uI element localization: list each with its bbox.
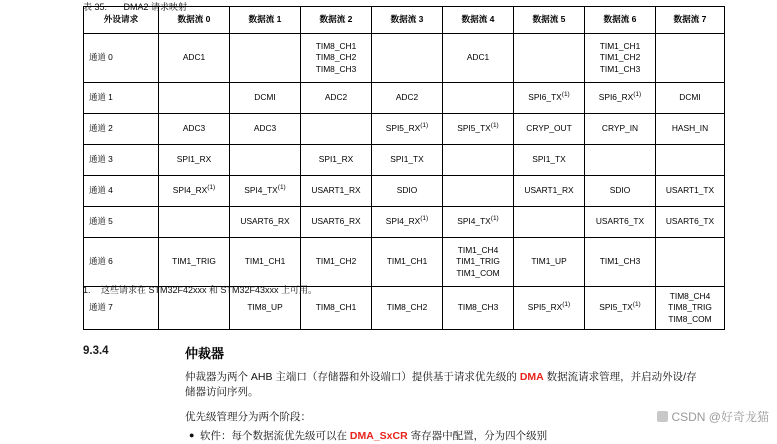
cell: TIM8_CH1	[301, 287, 372, 330]
table-footnote	[83, 283, 317, 296]
cell: SPI6_RX$^{(1)}$	[585, 83, 656, 114]
column-header-stream7: 数据流 7	[656, 7, 725, 34]
table-row	[84, 207, 725, 238]
cell: USART1_RX	[514, 176, 585, 207]
cell: TIM8_CH1 TIM8_CH2 TIM8_CH3	[301, 34, 372, 83]
footnote-text: 这些请求在 STM32F42xxx 和 STM32F43xxx 上可用。	[101, 285, 318, 295]
cell: SPI4_RX$^{(1)}$	[159, 176, 230, 207]
cell	[230, 34, 301, 83]
cell	[514, 207, 585, 238]
watermark-text: CSDN @好奇龙猫	[671, 410, 769, 424]
section-number: 9.3.4	[83, 345, 109, 357]
cell: SPI1_RX	[301, 145, 372, 176]
cell	[230, 145, 301, 176]
row-label: 通道 0	[84, 34, 159, 83]
cell: USART1_TX	[656, 176, 725, 207]
cell: USART6_RX	[301, 207, 372, 238]
cell: TIM1_CH4 TIM1_TRIG TIM1_COM	[443, 238, 514, 287]
cell: CRYP_OUT	[514, 114, 585, 145]
cell: USART6_TX	[585, 207, 656, 238]
cell: TIM8_CH4 TIM8_TRIG TIM8_COM	[656, 287, 725, 330]
cell: TIM1_TRIG	[159, 238, 230, 287]
cell: TIM1_CH1	[230, 238, 301, 287]
cell	[656, 238, 725, 287]
cell: USART1_RX	[301, 176, 372, 207]
cell	[656, 34, 725, 83]
footnote-number: 1.	[83, 285, 91, 295]
row-label: 通道 2	[84, 114, 159, 145]
paragraph3-text-part-a: 软件：每个数据流优先级可以在	[200, 430, 350, 442]
column-header-stream5: 数据流 5	[514, 7, 585, 34]
cell: SPI5_TX$^{(1)}$	[585, 287, 656, 330]
cell: TIM1_CH2	[301, 238, 372, 287]
cell: HASH_IN	[656, 114, 725, 145]
table-row	[84, 145, 725, 176]
cell	[585, 145, 656, 176]
section-paragraph-2: 优先级管理分为两个阶段：	[185, 411, 311, 423]
table-row	[84, 176, 725, 207]
cell: SDIO	[585, 176, 656, 207]
cell	[443, 145, 514, 176]
row-label: 通道 4	[84, 176, 159, 207]
row-label: 通道 6	[84, 238, 159, 287]
cell: TIM1_CH1	[372, 238, 443, 287]
table-row	[84, 34, 725, 83]
cell	[159, 207, 230, 238]
cell	[159, 83, 230, 114]
section-paragraph-1	[185, 370, 697, 400]
table-caption-text: DMA2 请求映射	[123, 2, 188, 12]
cell: SPI4_TX$^{(1)}$	[443, 207, 514, 238]
cell: ADC3	[159, 114, 230, 145]
cell: SPI6_TX$^{(1)}$	[514, 83, 585, 114]
highlighted-term-dma-sxcr: DMA_SxCR	[349, 430, 408, 442]
cell: ADC1	[159, 34, 230, 83]
highlighted-term-dma: DMA	[519, 371, 544, 383]
column-header-peripheral: 外设请求	[84, 7, 159, 34]
section-paragraph-3	[200, 429, 700, 444]
table-row	[84, 238, 725, 287]
table-row	[84, 83, 725, 114]
paragraph-text-part-b: 数据流请求管理，并启动外设/存储器访问序列。	[185, 371, 697, 399]
column-header-stream6: 数据流 6	[585, 7, 656, 34]
column-header-stream3: 数据流 3	[372, 7, 443, 34]
cell: SDIO	[372, 176, 443, 207]
cell: TIM8_CH3	[443, 287, 514, 330]
watermark	[657, 408, 769, 425]
table-header-row	[84, 7, 725, 34]
cell	[301, 114, 372, 145]
cell	[443, 83, 514, 114]
cell: CRYP_IN	[585, 114, 656, 145]
cell: ADC3	[230, 114, 301, 145]
cell: SPI1_TX	[514, 145, 585, 176]
cell: TIM1_CH1 TIM1_CH2 TIM1_CH3	[585, 34, 656, 83]
dma-request-mapping-table	[83, 6, 725, 330]
cell	[656, 145, 725, 176]
cell: SPI1_TX	[372, 145, 443, 176]
cell: SPI5_RX$^{(1)}$	[372, 114, 443, 145]
cell: SPI1_RX	[159, 145, 230, 176]
cell: SPI4_TX$^{(1)}$	[230, 176, 301, 207]
cell	[443, 176, 514, 207]
cell: TIM1_CH3	[585, 238, 656, 287]
cell: SPI5_TX$^{(1)}$	[443, 114, 514, 145]
table-row	[84, 114, 725, 145]
cell: ADC2	[372, 83, 443, 114]
cell: TIM1_UP	[514, 238, 585, 287]
cell: USART6_TX	[656, 207, 725, 238]
cell: USART6_RX	[230, 207, 301, 238]
cell: SPI4_RX$^{(1)}$	[372, 207, 443, 238]
cell	[372, 34, 443, 83]
cell: SPI5_RX$^{(1)}$	[514, 287, 585, 330]
cell: DCMI	[230, 83, 301, 114]
column-header-stream0: 数据流 0	[159, 7, 230, 34]
row-label: 通道 3	[84, 145, 159, 176]
cell	[514, 34, 585, 83]
paragraph-text-part-a: 仲裁器为两个 AHB 主端口（存储器和外设端口）提供基于请求优先级的	[185, 371, 520, 383]
column-header-stream2: 数据流 2	[301, 7, 372, 34]
cell: ADC1	[443, 34, 514, 83]
bullet-marker: ●	[189, 430, 195, 440]
row-label: 通道 7	[84, 287, 159, 330]
row-label: 通道 5	[84, 207, 159, 238]
section-title: 仲裁器	[185, 346, 225, 361]
paragraph3-text-part-b: 寄存器中配置，分为四个级别	[407, 430, 548, 442]
cell: ADC2	[301, 83, 372, 114]
cell: TIM8_UP	[230, 287, 301, 330]
column-header-stream1: 数据流 1	[230, 7, 301, 34]
table-caption-number: 表 35.	[83, 2, 108, 12]
column-header-stream4: 数据流 4	[443, 7, 514, 34]
cell: DCMI	[656, 83, 725, 114]
cell: TIM8_CH2	[372, 287, 443, 330]
watermark-avatar-icon	[657, 411, 668, 422]
row-label: 通道 1	[84, 83, 159, 114]
